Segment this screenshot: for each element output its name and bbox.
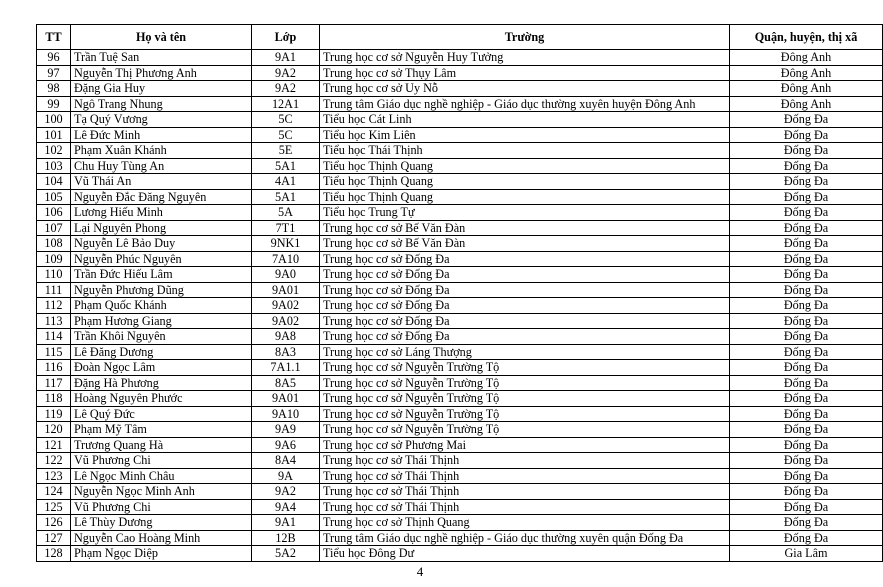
cell-name: Nguyễn Cao Hoàng Minh (71, 530, 252, 546)
table-row (37, 112, 883, 128)
cell-district: Đống Đa (730, 282, 883, 298)
cell-class: 7T1 (252, 220, 320, 236)
cell-school: Trung học cơ sở Thái Thịnh (320, 499, 730, 515)
cell-district: Đống Đa (730, 267, 883, 283)
cell-school: Trung học cơ sở Thụy Lâm (320, 65, 730, 81)
cell-school: Trung học cơ sở Phương Mai (320, 437, 730, 453)
cell-school: Trung học cơ sở Bế Văn Đàn (320, 220, 730, 236)
cell-tt: 105 (37, 189, 71, 205)
table-row (37, 251, 883, 267)
cell-class: 9A1 (252, 515, 320, 531)
cell-district: Đống Đa (730, 189, 883, 205)
cell-district: Đống Đa (730, 344, 883, 360)
cell-school: Tiểu học Thái Thịnh (320, 143, 730, 159)
cell-school: Trung học cơ sở Thịnh Quang (320, 515, 730, 531)
cell-school: Trung học cơ sở Đống Đa (320, 282, 730, 298)
table-row (37, 298, 883, 314)
cell-tt: 115 (37, 344, 71, 360)
header-district: Quận, huyện, thị xã (730, 25, 883, 50)
cell-school: Trung học cơ sở Nguyễn Trường Tộ (320, 375, 730, 391)
cell-district: Đống Đa (730, 375, 883, 391)
cell-tt: 99 (37, 96, 71, 112)
cell-class: 9A8 (252, 329, 320, 345)
cell-class: 4A1 (252, 174, 320, 190)
cell-district: Đống Đa (730, 499, 883, 515)
table-row (37, 81, 883, 97)
cell-class: 9A2 (252, 81, 320, 97)
cell-name: Hoàng Nguyên Phước (71, 391, 252, 407)
table-row (37, 437, 883, 453)
cell-school: Trung học cơ sở Thái Thịnh (320, 453, 730, 469)
cell-tt: 107 (37, 220, 71, 236)
cell-class: 9A2 (252, 65, 320, 81)
cell-name: Trần Khôi Nguyên (71, 329, 252, 345)
cell-district: Đống Đa (730, 220, 883, 236)
table-row (37, 158, 883, 174)
cell-school: Trung học cơ sở Thái Thịnh (320, 468, 730, 484)
cell-district: Đông Anh (730, 50, 883, 66)
cell-district: Đống Đa (730, 127, 883, 143)
table-row (37, 329, 883, 345)
cell-district: Đống Đa (730, 484, 883, 500)
cell-name: Phạm Quốc Khánh (71, 298, 252, 314)
cell-class: 5E (252, 143, 320, 159)
cell-school: Trung học cơ sở Bế Văn Đàn (320, 236, 730, 252)
cell-tt: 113 (37, 313, 71, 329)
cell-name: Trần Đức Hiếu Lâm (71, 267, 252, 283)
cell-class: 7A1.1 (252, 360, 320, 376)
cell-tt: 102 (37, 143, 71, 159)
cell-tt: 122 (37, 453, 71, 469)
cell-district: Đống Đa (730, 158, 883, 174)
cell-name: Lê Quý Đức (71, 406, 252, 422)
cell-district: Đống Đa (730, 174, 883, 190)
cell-district: Đống Đa (730, 329, 883, 345)
table-row (37, 391, 883, 407)
cell-district: Đống Đa (730, 143, 883, 159)
cell-class: 9A0 (252, 267, 320, 283)
cell-school: Trung học cơ sở Nguyễn Trường Tộ (320, 391, 730, 407)
cell-name: Nguyễn Phúc Nguyên (71, 251, 252, 267)
cell-school: Tiểu học Đông Dư (320, 546, 730, 562)
cell-district: Đống Đa (730, 453, 883, 469)
table-row (37, 267, 883, 283)
cell-class: 12B (252, 530, 320, 546)
cell-class: 9A01 (252, 391, 320, 407)
cell-tt: 109 (37, 251, 71, 267)
cell-school: Tiểu học Thịnh Quang (320, 174, 730, 190)
cell-name: Đặng Gia Huy (71, 81, 252, 97)
cell-tt: 112 (37, 298, 71, 314)
cell-class: 5A1 (252, 189, 320, 205)
cell-school: Trung tâm Giáo dục nghề nghiệp - Giáo dục thường xuyên quận Đống Đa (320, 530, 730, 546)
cell-school: Tiểu học Cát Linh (320, 112, 730, 128)
cell-school: Trung học cơ sở Uy Nỗ (320, 81, 730, 97)
cell-name: Phạm Hương Giang (71, 313, 252, 329)
cell-name: Lại Nguyên Phong (71, 220, 252, 236)
cell-name: Tạ Quý Vương (71, 112, 252, 128)
cell-name: Vũ Phương Chi (71, 453, 252, 469)
cell-class: 9A9 (252, 422, 320, 438)
table-row (37, 313, 883, 329)
cell-district: Đống Đa (730, 422, 883, 438)
cell-school: Trung tâm Giáo dục nghề nghiệp - Giáo dục thường xuyên huyện Đông Anh (320, 96, 730, 112)
cell-class: 5A1 (252, 158, 320, 174)
cell-class: 9A02 (252, 313, 320, 329)
cell-name: Lê Đăng Dương (71, 344, 252, 360)
cell-class: 5A (252, 205, 320, 221)
cell-tt: 128 (37, 546, 71, 562)
cell-name: Phạm Ngọc Diệp (71, 546, 252, 562)
cell-tt: 110 (37, 267, 71, 283)
cell-district: Đống Đa (730, 515, 883, 531)
cell-name: Nguyễn Thị Phương Anh (71, 65, 252, 81)
table-row (37, 96, 883, 112)
cell-tt: 97 (37, 65, 71, 81)
student-table (36, 24, 883, 562)
table-row (37, 422, 883, 438)
table-row (37, 174, 883, 190)
cell-school: Trung học cơ sở Đống Đa (320, 329, 730, 345)
cell-school: Trung học cơ sở Láng Thượng (320, 344, 730, 360)
cell-class: 5A2 (252, 546, 320, 562)
header-name: Họ và tên (71, 25, 252, 50)
cell-school: Trung học cơ sở Đống Đa (320, 313, 730, 329)
cell-class: 9A01 (252, 282, 320, 298)
cell-class: 5C (252, 112, 320, 128)
cell-name: Vũ Thái An (71, 174, 252, 190)
table-row (37, 468, 883, 484)
cell-school: Tiểu học Thịnh Quang (320, 189, 730, 205)
cell-district: Đông Anh (730, 81, 883, 97)
cell-district: Đống Đa (730, 391, 883, 407)
cell-class: 7A10 (252, 251, 320, 267)
cell-tt: 98 (37, 81, 71, 97)
cell-school: Trung học cơ sở Đống Đa (320, 267, 730, 283)
cell-district: Đống Đa (730, 112, 883, 128)
cell-district: Gia Lâm (730, 546, 883, 562)
cell-name: Đặng Hà Phương (71, 375, 252, 391)
cell-name: Chu Huy Tùng An (71, 158, 252, 174)
cell-name: Trương Quang Hà (71, 437, 252, 453)
cell-district: Đống Đa (730, 406, 883, 422)
cell-tt: 116 (37, 360, 71, 376)
cell-tt: 108 (37, 236, 71, 252)
cell-tt: 104 (37, 174, 71, 190)
cell-school: Trung học cơ sở Đống Đa (320, 298, 730, 314)
cell-school: Tiểu học Trung Tự (320, 205, 730, 221)
cell-name: Lê Ngọc Minh Châu (71, 468, 252, 484)
cell-tt: 111 (37, 282, 71, 298)
table-row (37, 375, 883, 391)
table-row (37, 499, 883, 515)
cell-school: Trung học cơ sở Nguyễn Trường Tộ (320, 360, 730, 376)
header-school: Trường (320, 25, 730, 50)
cell-school: Trung học cơ sở Đống Đa (320, 251, 730, 267)
table-row (37, 406, 883, 422)
cell-district: Đống Đa (730, 236, 883, 252)
cell-tt: 121 (37, 437, 71, 453)
cell-district: Đống Đa (730, 205, 883, 221)
cell-tt: 123 (37, 468, 71, 484)
cell-district: Đống Đa (730, 251, 883, 267)
table-row (37, 515, 883, 531)
header-tt: TT (37, 25, 71, 50)
table-row (37, 189, 883, 205)
cell-class: 9A10 (252, 406, 320, 422)
cell-tt: 100 (37, 112, 71, 128)
cell-class: 8A3 (252, 344, 320, 360)
cell-name: Nguyễn Ngọc Minh Anh (71, 484, 252, 500)
cell-district: Đống Đa (730, 360, 883, 376)
cell-name: Phạm Mỹ Tâm (71, 422, 252, 438)
cell-tt: 127 (37, 530, 71, 546)
table-row (37, 360, 883, 376)
page-number: 4 (416, 564, 424, 579)
table-row (37, 236, 883, 252)
cell-district: Đống Đa (730, 530, 883, 546)
cell-tt: 119 (37, 406, 71, 422)
table-row (37, 546, 883, 562)
cell-school: Trung học cơ sở Nguyễn Trường Tộ (320, 422, 730, 438)
cell-tt: 120 (37, 422, 71, 438)
table-row (37, 220, 883, 236)
cell-tt: 103 (37, 158, 71, 174)
cell-name: Vũ Phương Chi (71, 499, 252, 515)
table-row (37, 50, 883, 66)
cell-tt: 101 (37, 127, 71, 143)
cell-tt: 117 (37, 375, 71, 391)
cell-name: Ngô Trang Nhung (71, 96, 252, 112)
table-row (37, 530, 883, 546)
cell-name: Lương Hiếu Minh (71, 205, 252, 221)
cell-district: Đống Đa (730, 313, 883, 329)
cell-class: 8A4 (252, 453, 320, 469)
cell-class: 9A (252, 468, 320, 484)
cell-tt: 125 (37, 499, 71, 515)
cell-name: Lê Đức Minh (71, 127, 252, 143)
cell-name: Trần Tuệ San (71, 50, 252, 66)
cell-district: Đông Anh (730, 65, 883, 81)
cell-school: Tiểu học Thịnh Quang (320, 158, 730, 174)
cell-school: Trung học cơ sở Thái Thịnh (320, 484, 730, 500)
cell-class: 9A1 (252, 50, 320, 66)
cell-name: Phạm Xuân Khánh (71, 143, 252, 159)
cell-tt: 124 (37, 484, 71, 500)
cell-name: Lê Thùy Dương (71, 515, 252, 531)
cell-class: 9A02 (252, 298, 320, 314)
cell-class: 12A1 (252, 96, 320, 112)
cell-tt: 118 (37, 391, 71, 407)
cell-tt: 126 (37, 515, 71, 531)
cell-district: Đông Anh (730, 96, 883, 112)
cell-district: Đống Đa (730, 468, 883, 484)
cell-class: 9A4 (252, 499, 320, 515)
header-row (37, 25, 883, 50)
cell-class: 5C (252, 127, 320, 143)
table-body (37, 50, 883, 562)
table-row (37, 453, 883, 469)
cell-district: Đống Đa (730, 298, 883, 314)
header-class: Lớp (252, 25, 320, 50)
cell-class: 9NK1 (252, 236, 320, 252)
table-row (37, 484, 883, 500)
cell-name: Nguyễn Phương Dũng (71, 282, 252, 298)
table-row (37, 143, 883, 159)
table-row (37, 65, 883, 81)
cell-tt: 96 (37, 50, 71, 66)
cell-name: Đoàn Ngọc Lâm (71, 360, 252, 376)
cell-class: 9A2 (252, 484, 320, 500)
cell-name: Nguyễn Lê Bảo Duy (71, 236, 252, 252)
cell-school: Tiểu học Kim Liên (320, 127, 730, 143)
table-row (37, 282, 883, 298)
cell-tt: 106 (37, 205, 71, 221)
cell-class: 9A6 (252, 437, 320, 453)
cell-school: Trung học cơ sở Nguyễn Huy Tưởng (320, 50, 730, 66)
cell-name: Nguyễn Đắc Đăng Nguyên (71, 189, 252, 205)
cell-tt: 114 (37, 329, 71, 345)
table-row (37, 205, 883, 221)
table-row (37, 127, 883, 143)
cell-class: 8A5 (252, 375, 320, 391)
cell-district: Đống Đa (730, 437, 883, 453)
table-row (37, 344, 883, 360)
cell-school: Trung học cơ sở Nguyễn Trường Tộ (320, 406, 730, 422)
